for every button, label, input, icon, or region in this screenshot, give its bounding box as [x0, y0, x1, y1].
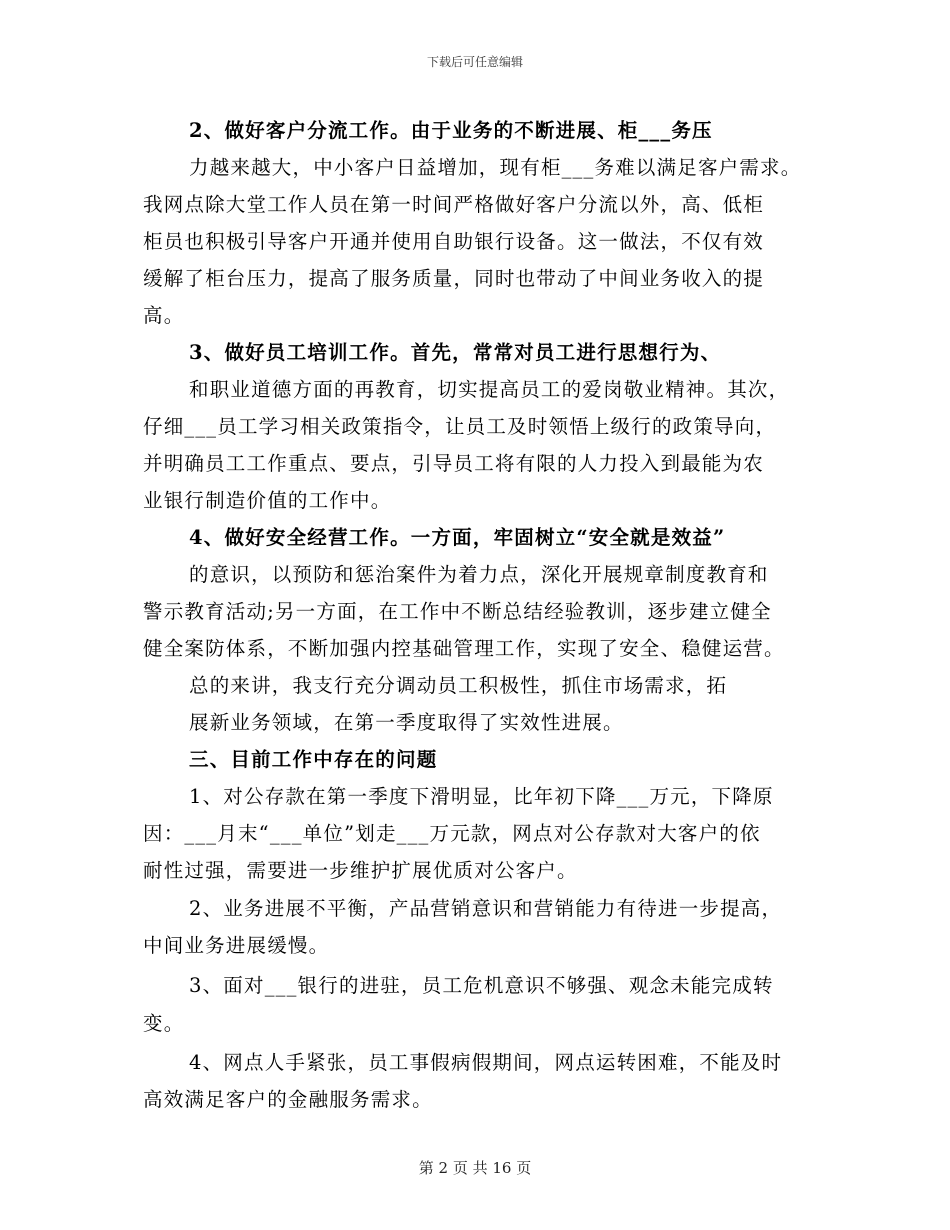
paragraph-line: 耐性过强，需要进一步维护扩展优质对公客户。 [143, 859, 578, 882]
paragraph-line: 和职业道德方面的再教育，切实提高员工的爱岗敬业精神。其次， [189, 378, 790, 401]
section-heading: 三、目前工作中存在的问题 [189, 748, 438, 771]
paragraph-line: 业银行制造价值的工作中。 [143, 489, 392, 512]
paragraph-line: 仔细___员工学习相关政策指令，让员工及时领悟上级行的政策导向， [143, 415, 777, 438]
paragraph-line: 3、面对___银行的进驻，员工危机意识不够强、观念未能完成转 [189, 974, 774, 997]
page-footer: 第 2 页 共 16 页 [418, 1159, 532, 1177]
section-heading: 3、做好员工培训工作。首先，常常对员工进行思想行为、 [189, 341, 722, 364]
section-heading: 2、做好客户分流工作。由于业务的不断进展、柜___务压 [189, 119, 713, 142]
paragraph-line: 1、对公存款在第一季度下滑明显，比年初下降___万元，下降原 [189, 785, 774, 808]
paragraph-line: 警示教育活动;另一方面，在工作中不断总结经验教训，逐步建立健全 [143, 600, 772, 623]
paragraph-line: 柜员也积极引导客户开通并使用自助银行设备。这一做法，不仅有效 [143, 230, 765, 253]
paragraph-line: 并明确员工工作重点、要点，引导员工将有限的人力投入到最能为农 [143, 452, 765, 475]
paragraph-line: 变。 [143, 1012, 185, 1035]
paragraph-line: 高效满足客户的金融服务需求。 [143, 1088, 433, 1111]
paragraph-line: 健全案防体系，不断加强内控基础管理工作，实现了安全、稳健运营。 [143, 637, 785, 660]
paragraph-line: 因：___月末“___单位”划走___万元款，网点对公存款对大客户的依 [143, 822, 761, 845]
paragraph-line: 力越来越大，中小客户日益增加，现有柜___务难以满足客户需求。 [189, 156, 802, 179]
paragraph-line: 高。 [143, 304, 185, 327]
section-heading: 4、做好安全经营工作。一方面，牢固树立“安全就是效益” [189, 526, 726, 549]
paragraph-line: 2、业务进展不平衡，产品营销意识和营销能力有待进一步提高， [189, 897, 783, 920]
page-header: 下载后可任意编辑 [426, 55, 523, 69]
paragraph-line: 总的来讲，我支行充分调动员工积极性，抓住市场需求，拓 [189, 674, 728, 697]
paragraph-line: 中间业务进展缓慢。 [143, 934, 330, 957]
paragraph-line: 我网点除大堂工作人员在第一时间严格做好客户分流以外，高、低柜 [143, 193, 765, 216]
paragraph-line: 展新业务领域，在第一季度取得了实效性进展。 [189, 711, 624, 734]
paragraph-line: 缓解了柜台压力，提高了服务质量，同时也带动了中间业务收入的提 [143, 267, 765, 290]
paragraph-line: 4、网点人手紧张，员工事假病假期间，网点运转困难，不能及时 [189, 1051, 783, 1074]
paragraph-line: 的意识，以预防和惩治案件为着力点，深化开展规章制度教育和 [189, 563, 769, 586]
